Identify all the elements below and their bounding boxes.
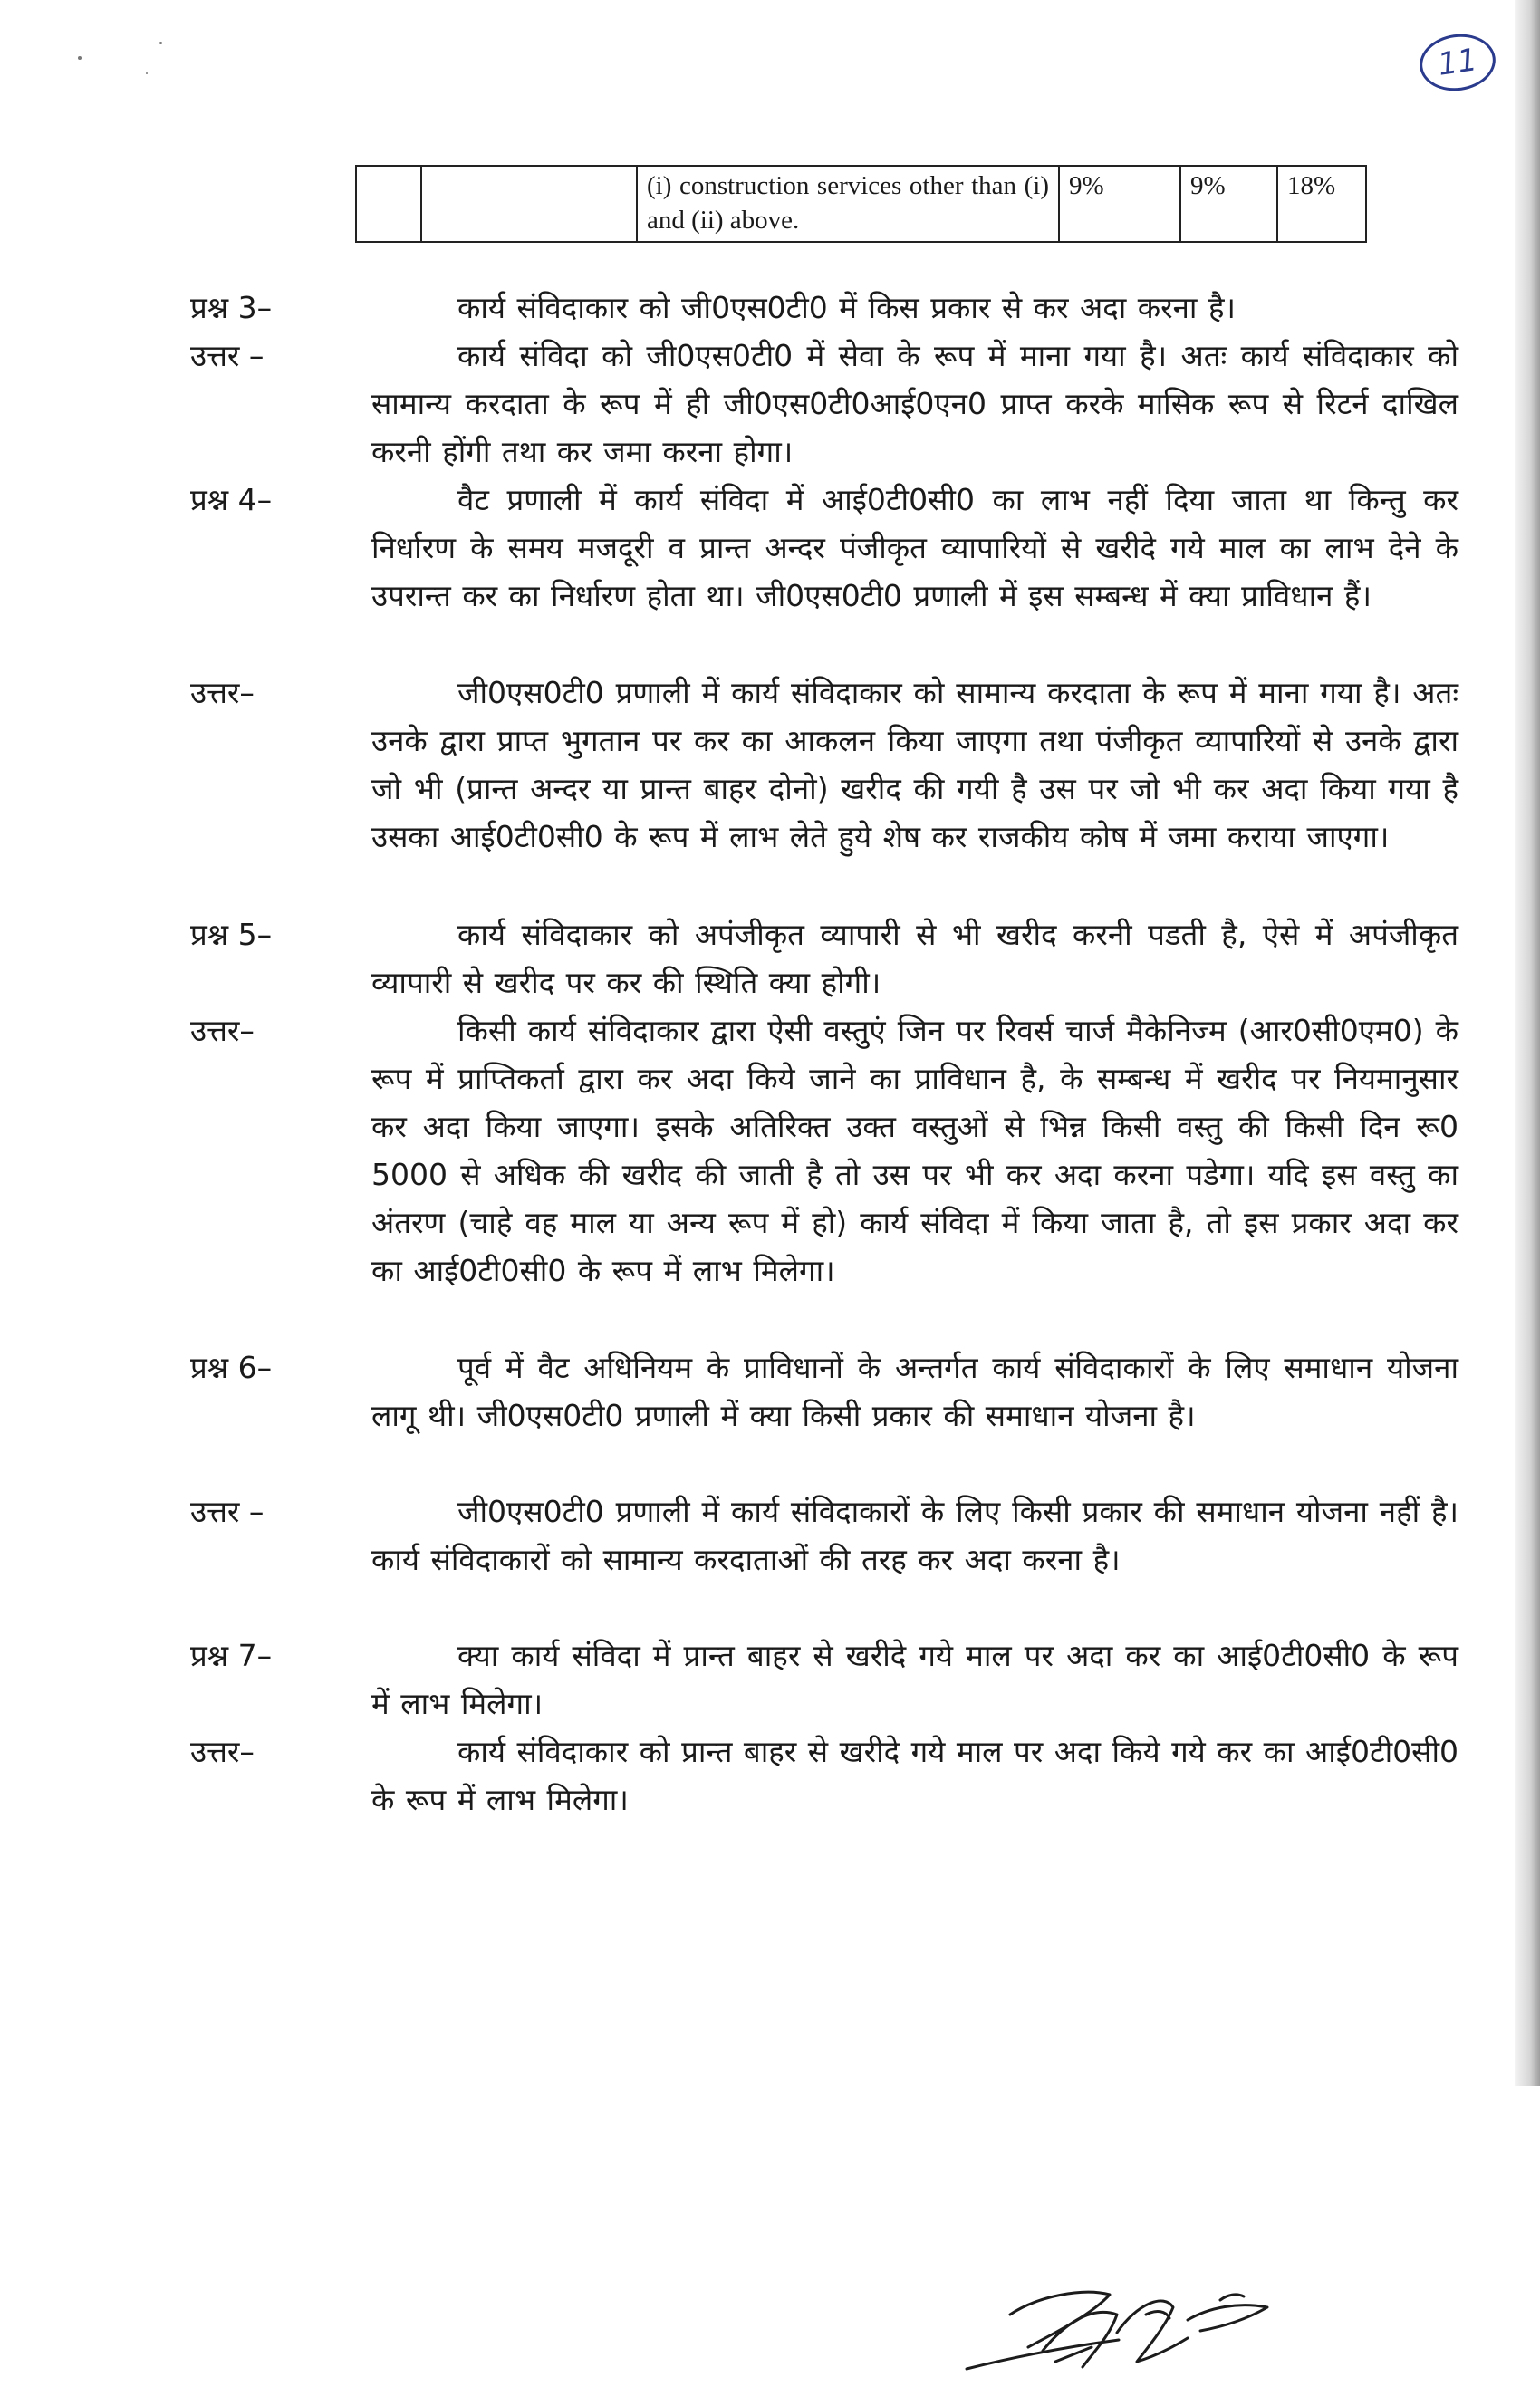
scan-speck <box>146 72 148 74</box>
answer-5 <box>190 1006 1458 1295</box>
answer-text: जी0एस0टी0 प्रणाली में कार्य संविदाकार को सामान्य करदाता के रूप में माना गया है। अतः उनके द्वारा प्राप्त भुगतान पर कर का आकलन किया जाएगा तथा पंजीकृत व्यापारियों से उनके द्वारा जो भी (प्रान्त अन्दर या प्रान्त बाहर दोनो) खरीद की गयी है उस पर जो भी कर अदा किया गया है उसका आई0टी0सी0 के रूप में लाभ लेते हुये शेष कर राजकीय कोष में जमा कराया जाएगा। <box>371 675 1458 854</box>
question-text: पूर्व में वैट अधिनियम के प्राविधानों के अन्तर्गत कार्य संविदाकारों के लिए समाधान योजना लागू थी। जी0एस0टी0 प्रणाली में क्या किसी प्रकार की समाधान योजना है। <box>371 1350 1458 1433</box>
service-description-cell: (i) construction services other than (i) and (ii) above. <box>637 166 1059 242</box>
question-7 <box>190 1631 1458 1728</box>
answer-label: उत्तर– <box>190 1734 255 1769</box>
total-rate-cell: 18% <box>1277 166 1366 242</box>
answer-label: उत्तर– <box>190 675 255 710</box>
rate-table <box>355 165 1367 243</box>
answer-label: उत्तर – <box>190 338 265 373</box>
cgst-rate-cell: 9% <box>1059 166 1180 242</box>
question-5 <box>190 910 1458 1006</box>
answer-label: उत्तर – <box>190 1494 265 1529</box>
question-text: कार्य संविदाकार को अपंजीकृत व्यापारी से भी खरीद करनी पडती है, ऐसे में अपंजीकृत व्यापारी से खरीद पर कर की स्थिति क्या होगी। <box>371 917 1458 1000</box>
question-6 <box>190 1343 1458 1439</box>
page-number: 11 <box>1416 29 1499 95</box>
answer-text: कार्य संविदा को जी0एस0टी0 में सेवा के रूप में माना गया है। अतः कार्य संविदाकार को सामान्य करदाता के रूप में ही जी0एस0टी0आई0एन0 प्राप्त करके मासिक रूप से रिटर्न दाखिल करनी होंगी तथा कर जमा करना होगा। <box>371 338 1458 469</box>
question-label: प्रश्न 7– <box>190 1638 273 1673</box>
question-label: प्रश्न 6– <box>190 1350 273 1385</box>
question-text: वैट प्रणाली में कार्य संविदा में आई0टी0सी0 का लाभ नहीं दिया जाता था किन्तु कर निर्धारण के समय मजदूरी व प्रान्त अन्दर पंजीकृत व्यापारियों से खरीदे गये माल का लाभ देने के उपरान्त कर का निर्धारण होता था। जी0एस0टी0 प्रणाली में इस सम्बन्ध में क्या प्राविधान हैं। <box>371 482 1458 613</box>
question-label: प्रश्न 4– <box>190 482 273 517</box>
question-label: प्रश्न 5– <box>190 917 273 952</box>
question-3 <box>190 284 1458 332</box>
answer-text: जी0एस0टी0 प्रणाली में कार्य संविदाकारों के लिए किसी प्रकार की समाधान योजना नहीं है। कार्य संविदाकारों को सामान्य करदाताओं की तरह कर अदा करना है। <box>371 1494 1458 1577</box>
answer-6 <box>190 1487 1458 1583</box>
answer-text: कार्य संविदाकार को प्रान्त बाहर से खरीदे गये माल पर अदा किये गये कर का आई0टी0सी0 के रूप में लाभ मिलेगा। <box>371 1734 1458 1817</box>
page-edge-shadow <box>1515 0 1540 2086</box>
sgst-rate-cell: 9% <box>1180 166 1277 242</box>
scan-speck <box>159 42 162 44</box>
table-row <box>356 166 1366 242</box>
question-text: कार्य संविदाकार को जी0एस0टी0 में किस प्रकार से कर अदा करना है। <box>457 290 1236 325</box>
question-4 <box>190 476 1458 620</box>
answer-3 <box>190 332 1458 476</box>
answer-text: किसी कार्य संविदाकार द्वारा ऐसी वस्तुएं जिन पर रिवर्स चार्ज मैकेनिज्म (आर0सी0एम0) के रूप में प्राप्तिकर्ता द्वारा कर अदा किये जाने का प्राविधान है, के सम्बन्ध में खरीद पर नियमानुसार कर अदा किया जाएगा। इसके अतिरिक्त उक्त वस्तुओं से भिन्न किसी वस्तु की किसी दिन रू0 5000 से अधिक की खरीद की जाती है तो उस पर भी कर अदा करना पडेगा। यदि इस वस्तु का अंतरण (चाहे वह माल या अन्य रूप में हो) कार्य संविदा में किया जाता है, तो इस प्रकार अदा कर का आई0टी0सी0 के रूप में लाभ मिलेगा। <box>371 1013 1458 1288</box>
answer-label: उत्तर– <box>190 1013 255 1048</box>
question-label: प्रश्न 3– <box>190 290 273 325</box>
question-text: क्या कार्य संविदा में प्रान्त बाहर से खरीदे गये माल पर अदा कर का आई0टी0सी0 के रूप में लाभ मिलेगा। <box>371 1638 1458 1721</box>
table-cell-blank-2 <box>421 166 637 242</box>
handwritten-signature <box>956 2260 1282 2387</box>
scan-speck <box>78 56 82 60</box>
answer-7 <box>190 1728 1458 1824</box>
answer-4 <box>190 669 1458 861</box>
table-cell-blank-1 <box>356 166 421 242</box>
